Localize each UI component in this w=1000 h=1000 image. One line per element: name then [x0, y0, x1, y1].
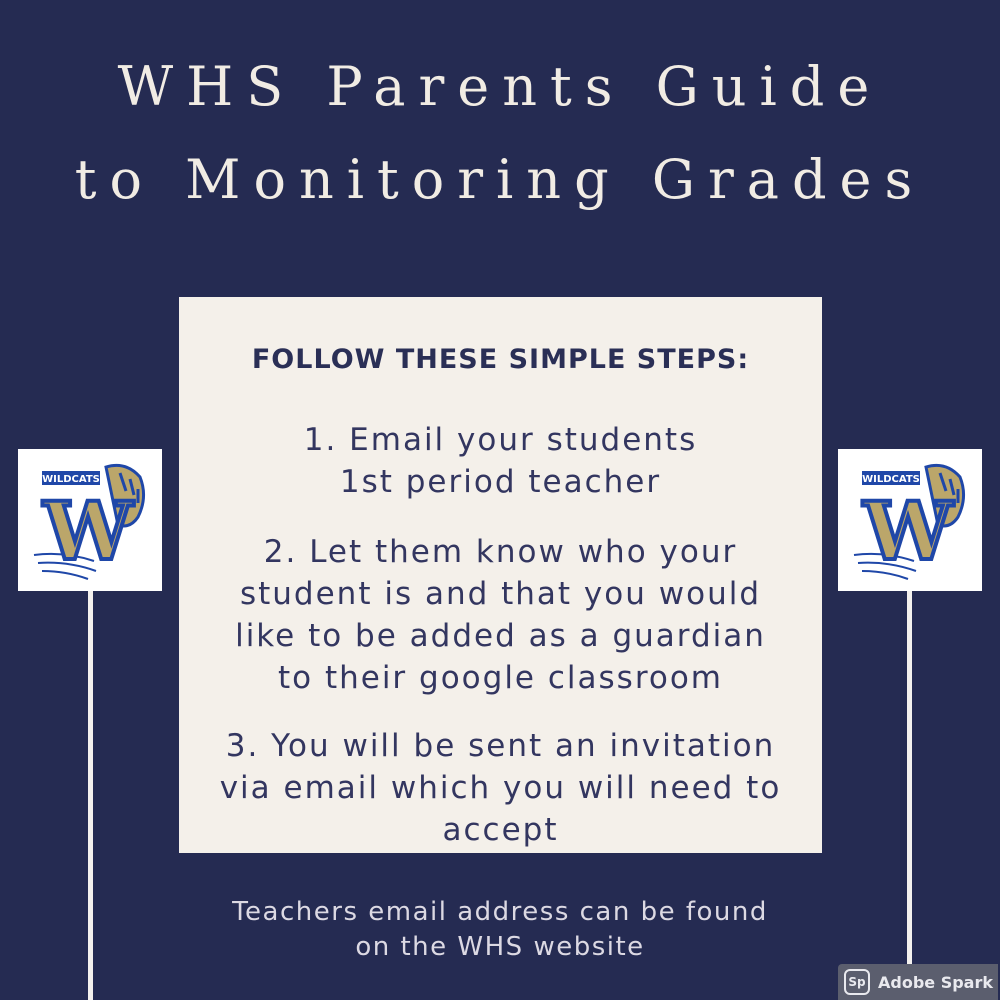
- step-3-line-1: 3. You will be sent an invitation: [225, 728, 776, 764]
- step-3-line-2: via email which you will need to: [219, 770, 782, 806]
- wildcats-logo-sign-left: [18, 449, 162, 591]
- step-3: [179, 725, 822, 851]
- footer-line-1: Teachers email address can be found: [232, 897, 768, 927]
- step-1: [179, 419, 822, 503]
- wildcats-logo-icon: [28, 459, 152, 581]
- step-1-line-1: 1. Email your students: [303, 422, 698, 458]
- step-2-line-4: to their google classroom: [277, 660, 724, 696]
- step-3-line-3: accept: [442, 812, 559, 848]
- wildcats-logo-icon: [848, 459, 972, 581]
- adobe-spark-label: Adobe Spark: [878, 972, 994, 992]
- step-2-line-1: 2. Let them know who your: [263, 534, 738, 570]
- footer-line-2: on the WHS website: [355, 932, 645, 962]
- footer-note: [0, 895, 1000, 965]
- logo-wildcats-text: WILDCATS: [42, 474, 100, 485]
- step-2-line-3: like to be added as a guardian: [235, 618, 766, 654]
- page-title-line-2: to Monitoring Grades: [74, 148, 926, 211]
- step-2-line-2: student is and that you would: [239, 576, 762, 612]
- step-2: [179, 531, 822, 699]
- wildcats-logo-sign-right: [838, 449, 982, 591]
- steps-heading: FOLLOW THESE SIMPLE STEPS:: [251, 344, 750, 375]
- adobe-spark-badge[interactable]: [838, 964, 998, 1000]
- logo-wildcats-text: WILDCATS: [862, 474, 920, 485]
- logo-letter: W: [43, 484, 133, 578]
- logo-letter: W: [863, 484, 953, 578]
- adobe-spark-icon: Sp: [844, 969, 870, 995]
- page-title-line-1: WHS Parents Guide: [117, 55, 883, 118]
- step-1-line-2: 1st period teacher: [339, 464, 662, 500]
- steps-card: [179, 297, 822, 853]
